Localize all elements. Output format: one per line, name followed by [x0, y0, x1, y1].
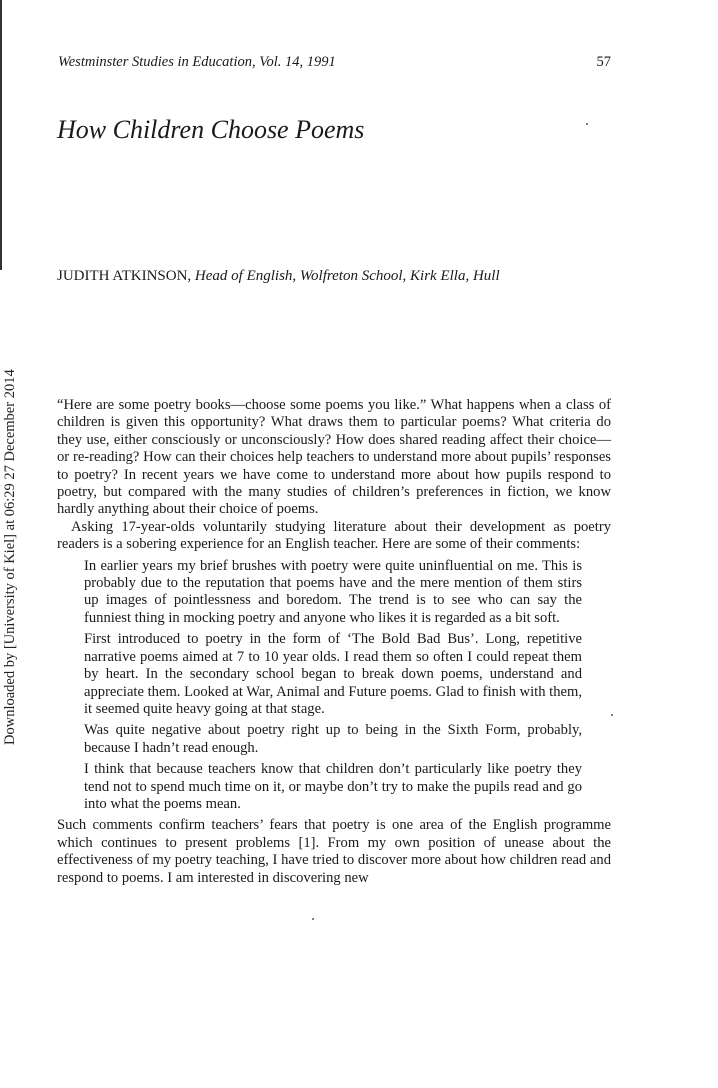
paragraph: Asking 17-year-olds voluntarily studying literature about their development as poetry readers is a sobering experience for an English teacher. Here are some of their comments: — [57, 518, 611, 553]
paragraph: “Here are some poetry books—choose some poems you like.” What happens when a class of children is given this opportunity? What draws them to particular poems? What criteria do they use, either consciously or unconsciously? How does shared reading affect their choice—or re-reading? How can their choices help teachers to understand more about pupils’ responses to poetry? In recent years we have come to understand more about how pupils respond to poetry, but compared with the many studies of children’s preferences in fiction, we know hardly anything about their choice of poems. — [57, 397, 611, 518]
block-quote: I think that because teachers know that children don’t particularly like poetry they tend not to spend much time on it, or maybe don’t try to make the pupils read and go into what the poems mean. — [84, 761, 582, 812]
download-watermark: Downloaded by [University of Kiel] at 06:29 27 December 2014 — [2, 369, 18, 745]
running-header — [58, 54, 611, 71]
byline — [57, 268, 500, 285]
author-name: JUDITH ATKINSON, — [57, 268, 192, 284]
scan-speck — [312, 918, 314, 920]
article-body — [57, 397, 611, 887]
author-affiliation: Head of English, Wolfreton School, Kirk Ella, Hull — [194, 268, 500, 284]
student-quotes — [84, 558, 582, 814]
scan-speck — [586, 123, 588, 125]
scan-speck — [611, 714, 613, 716]
article-title: How Children Choose Poems — [57, 115, 365, 144]
left-margin-rule — [0, 0, 2, 270]
block-quote: Was quite negative about poetry right up to being in the Sixth Form, probably, because I hadn’t read enough. — [84, 722, 582, 756]
block-quote: First introduced to poetry in the form of ‘The Bold Bad Bus’. Long, repetitive narrative poems aimed at 7 to 10 year olds. I read them so often I could repeat them by heart. In the secondary school began to break down poems, understand and appreciate them. Looked at War, Animal and Future poems. Glad to finish with them, it seemed quite heavy going at that stage. — [84, 631, 582, 717]
journal-citation: Westminster Studies in Education, Vol. 14, 1991 — [58, 54, 336, 70]
paragraph: Such comments confirm teachers’ fears that poetry is one area of the English programme which continues to present problems [1]. From my own position of unease about the effectiveness of my poetry teaching, I have tried to discover more about how children read and respond to poems. I am interested in discovering new — [57, 817, 611, 886]
block-quote: In earlier years my brief brushes with poetry were quite uninfluential on me. This is probably due to the reputation that poems have and the mere mention of them stirs up images of pointlessness and boredom. The trend is to see who can say the funniest thing in mocking poetry and anyone who likes it is regarded as a bit soft. — [84, 557, 582, 626]
page-number: 57 — [596, 54, 611, 70]
